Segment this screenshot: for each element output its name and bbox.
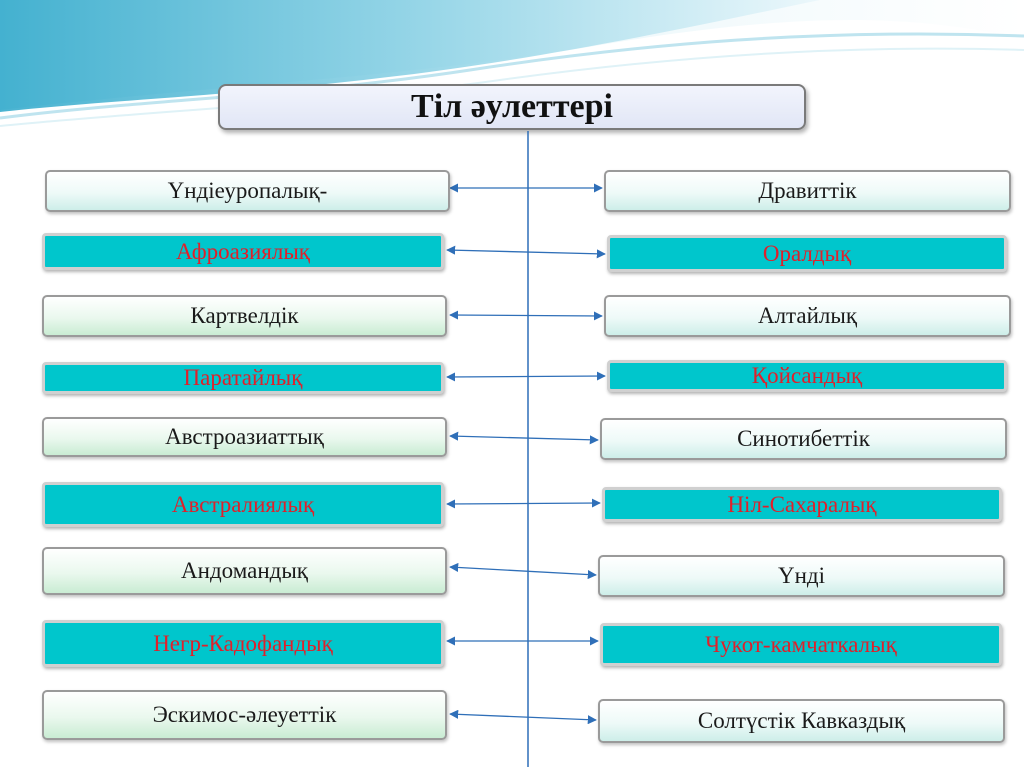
left-language-label: Андомандық <box>181 558 308 583</box>
right-language-box <box>607 235 1007 272</box>
left-language-label: Австралиялық <box>171 491 315 517</box>
left-language-label: Паратайлық <box>183 365 303 390</box>
double-arrow-connector <box>450 315 602 316</box>
double-arrow-connector <box>450 567 596 575</box>
diagram-title-text: Тіл әулеттері <box>411 88 613 125</box>
right-language-label: Чукот-камчаткалық <box>705 631 897 657</box>
left-language-label: Австроазиаттық <box>165 424 324 449</box>
right-language-box <box>607 360 1007 392</box>
left-language-label: Үндіеуропалық- <box>167 178 328 203</box>
left-language-box <box>42 482 444 527</box>
left-language-box <box>42 295 447 337</box>
right-language-label: Алтайлық <box>757 303 858 328</box>
left-language-label: Афроазиялық <box>176 238 310 264</box>
double-arrow-connector <box>447 250 605 254</box>
right-language-label: Қойсандық <box>751 363 863 388</box>
left-language-box <box>42 233 444 270</box>
left-language-label: Картвелдік <box>190 303 299 328</box>
right-language-box <box>604 170 1011 212</box>
right-language-label: Дравиттік <box>758 178 857 203</box>
double-arrow-connector <box>450 714 596 720</box>
right-language-box <box>604 295 1011 337</box>
right-language-label: Оралдық <box>762 240 852 266</box>
left-language-box <box>42 362 444 394</box>
left-language-box <box>42 547 447 595</box>
right-language-box <box>600 623 1002 666</box>
double-arrow-connector <box>447 503 600 504</box>
left-language-box <box>42 690 447 740</box>
right-language-label: Синотибеттік <box>737 426 870 451</box>
double-arrow-connector <box>450 436 598 440</box>
right-language-box <box>598 555 1005 597</box>
left-language-box <box>45 170 450 212</box>
right-language-box <box>598 699 1005 743</box>
right-language-label: Ніл-Сахаралық <box>727 491 877 517</box>
right-language-box <box>600 418 1007 460</box>
right-language-label: Солтүстік Кавказдық <box>697 708 906 733</box>
left-language-label: Эскимос-әлеуеттік <box>152 702 337 727</box>
right-language-box <box>602 487 1002 522</box>
left-language-label: Негр-Кадофандық <box>153 630 333 656</box>
left-language-box <box>42 620 444 667</box>
double-arrow-connector <box>447 376 605 377</box>
left-language-box <box>42 417 447 457</box>
right-language-label: Үнді <box>777 563 825 588</box>
